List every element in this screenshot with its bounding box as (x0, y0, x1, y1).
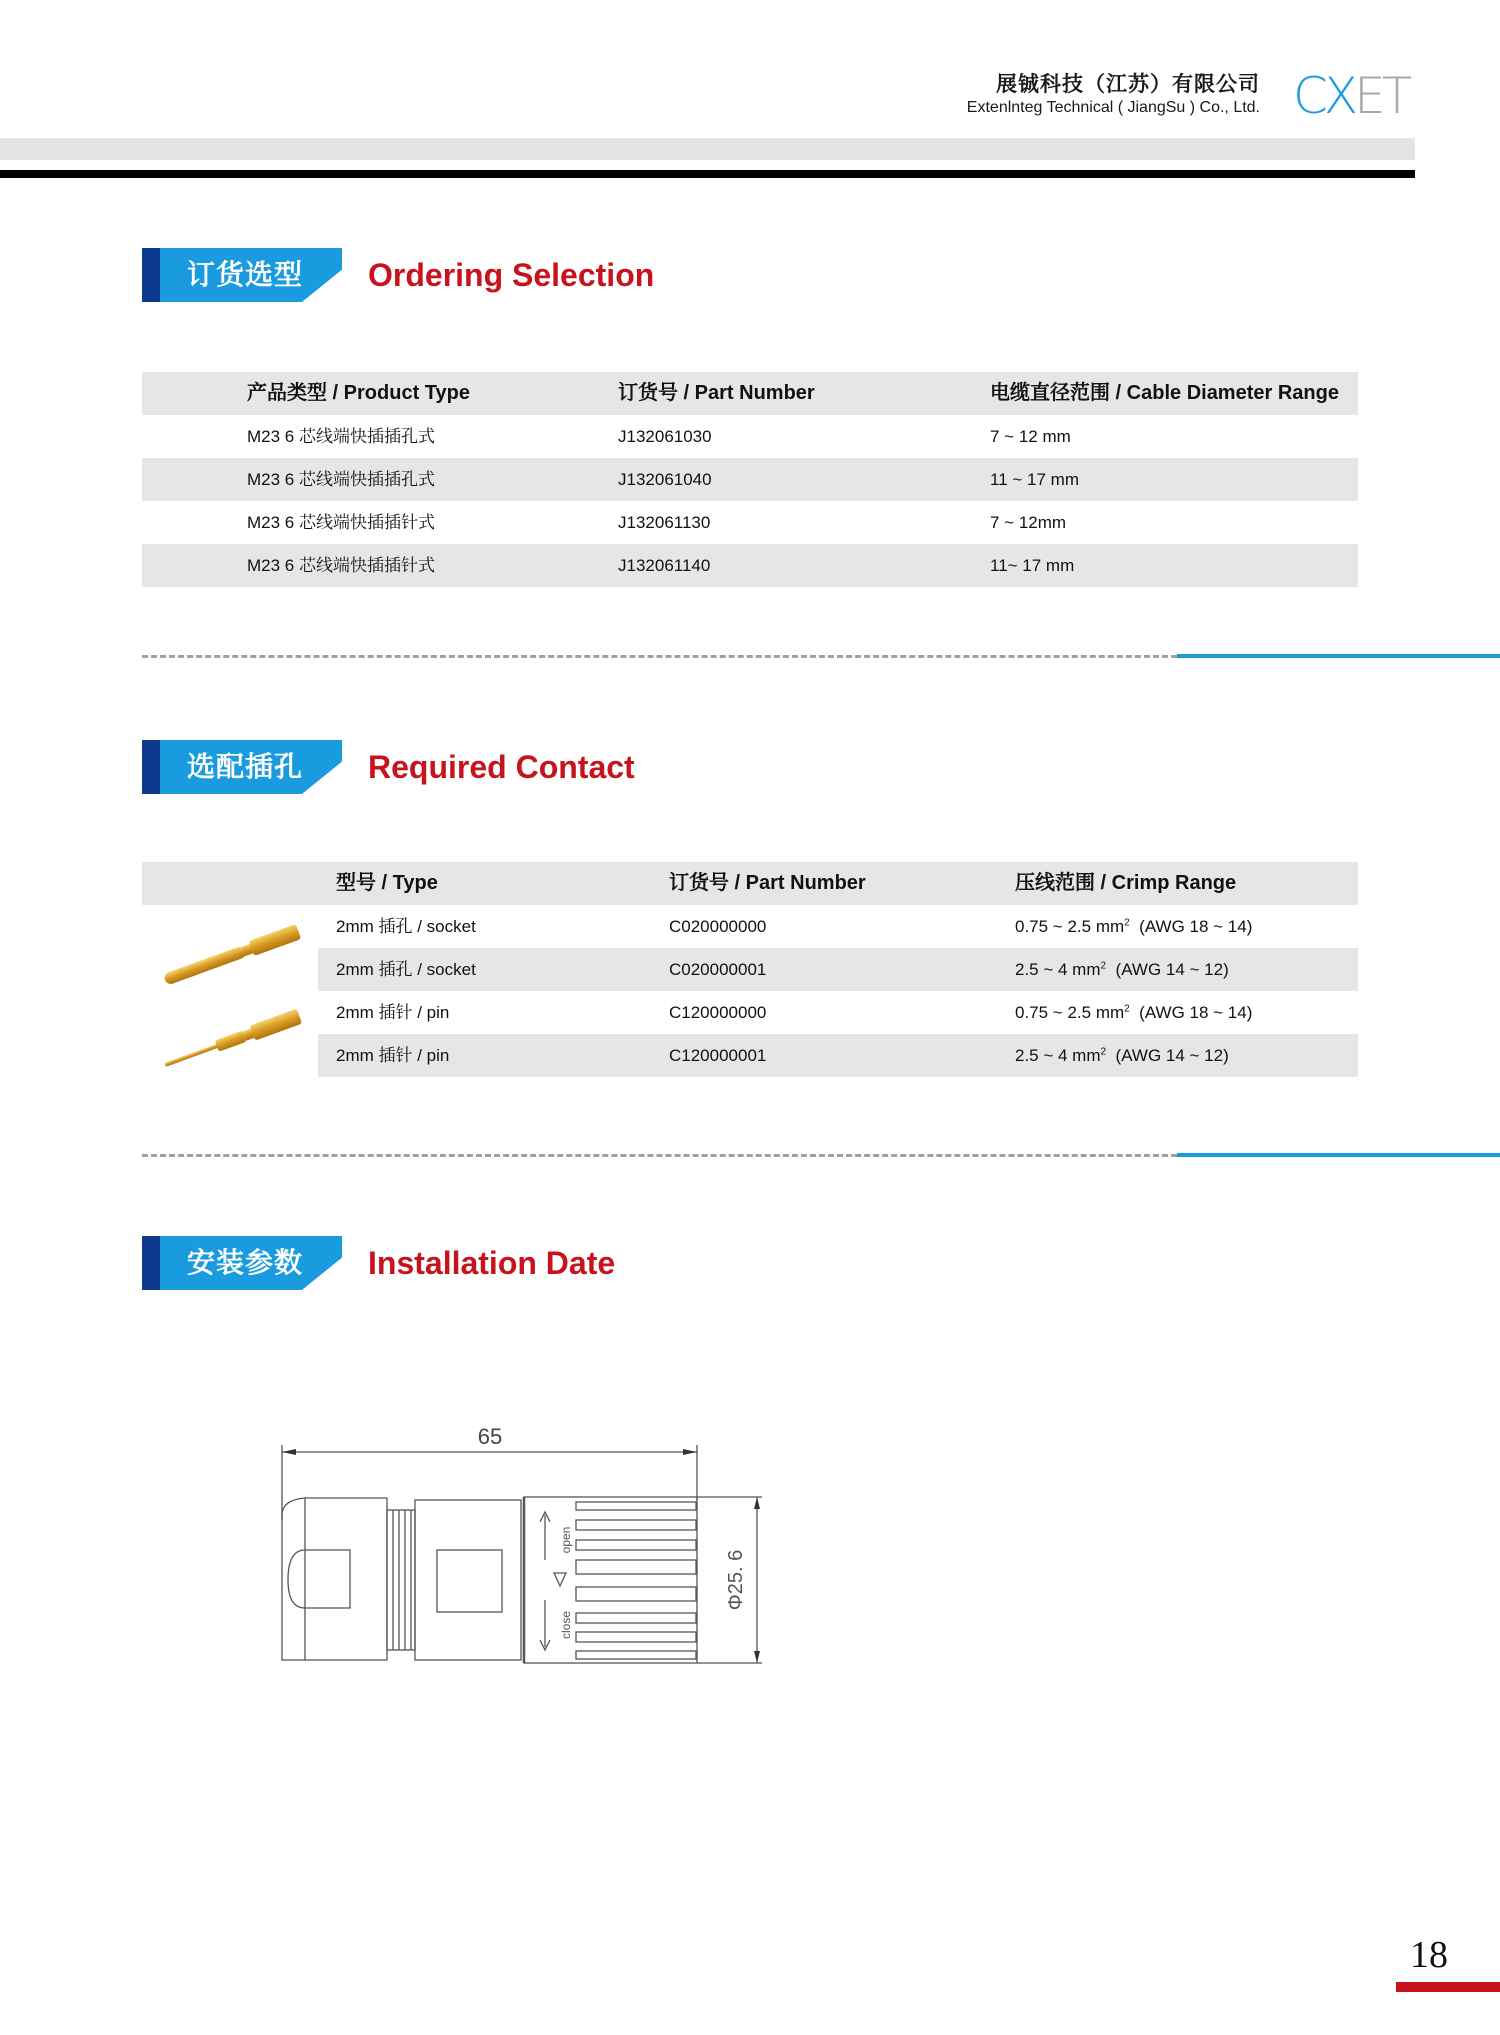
ordering-table (142, 372, 1358, 587)
part-number: C020000001 (669, 960, 767, 979)
cable-diameter: 7 ~ 12mm (990, 513, 1067, 532)
company-logo (1293, 67, 1409, 125)
product-type: M23 6 芯线端快插插针式 (247, 513, 435, 532)
header-crimp-range: 压线范围 / Crimp Range (1015, 872, 1237, 894)
table-row (318, 948, 1358, 991)
header-type: 型号 / Type (336, 872, 438, 894)
header-grey-band (0, 138, 1415, 160)
header-part-number: 订货号 / Part Number (618, 382, 815, 404)
table-header-row (142, 372, 1358, 415)
table-header-row (142, 862, 1358, 905)
section-header-contact (142, 740, 635, 794)
socket-contact-icon (162, 924, 301, 988)
page-number-bar (1396, 1982, 1500, 1992)
cable-diameter: 7 ~ 12 mm (990, 427, 1071, 446)
section-tag (142, 248, 342, 302)
crimp-range: 0.75 ~ 2.5 $mm^2$ (AWG 18 ~ 14) (1015, 917, 1253, 936)
section-header-install (142, 1236, 615, 1290)
crimp-range: 2.5 ~ 4 $mm^2$ (AWG 14 ~ 12) (1015, 1046, 1229, 1065)
header-product-type: 产品类型 / Product Type (247, 382, 470, 404)
company-name-en: Extenlnteg Technical ( JiangSu ) Co., Ltd. (966, 99, 1260, 116)
section-title-en: Installation Date (368, 1244, 616, 1281)
page-number: 18 (1410, 1934, 1448, 1976)
header-cable-diameter: 电缆直径范围 / Cable Diameter Range (990, 382, 1339, 404)
table-row (142, 544, 1358, 587)
length-label: 65 (477, 1424, 503, 1449)
company-name-block (967, 72, 1260, 118)
section-title-cn: 选配插孔 (187, 751, 304, 782)
part-number: J132061040 (618, 470, 712, 489)
part-number: C120000001 (669, 1046, 767, 1065)
section-title-cn: 安装参数 (187, 1247, 304, 1278)
part-number: C120000000 (669, 1003, 767, 1022)
back-nut (282, 1498, 387, 1660)
product-type: M23 6 芯线端快插插孔式 (247, 470, 435, 489)
crimp-range: 0.75 ~ 2.5 $mm^2$ (AWG 18 ~ 14) (1015, 1003, 1253, 1022)
product-type: M23 6 芯线端快插插孔式 (247, 427, 435, 446)
crimp-range: 2.5 ~ 4 $mm^2$ (AWG 14 ~ 12) (1015, 960, 1229, 979)
company-name-cn: 展铖科技（江苏）有限公司 (996, 73, 1260, 96)
section-title-en: Required Contact (368, 748, 635, 785)
pin-contact-icon (162, 1009, 302, 1073)
product-type: M23 6 芯线端快插插针式 (247, 556, 435, 575)
logo-text-grey: ET (1354, 67, 1409, 125)
section-title-cn: 订货选型 (187, 259, 304, 290)
logo-text-blue: CX (1293, 67, 1355, 125)
connector-dimension-drawing (270, 1410, 770, 1680)
cable-diameter: 11 ~ 17 mm (990, 470, 1079, 489)
contacts-image (155, 905, 335, 1075)
table-row (142, 458, 1358, 501)
contact-type: 2mm 插针 / pin (336, 1046, 450, 1065)
section-tag (142, 740, 342, 794)
section-divider (142, 1153, 1392, 1157)
part-number: J132061030 (618, 427, 712, 446)
part-number: C020000000 (669, 917, 767, 936)
cable-diameter: 11~ 17 mm (990, 556, 1075, 575)
part-number: J132061140 (618, 556, 711, 575)
table-row (142, 415, 1358, 458)
section-divider (142, 654, 1392, 658)
header-black-rule (0, 170, 1415, 178)
table-row (142, 501, 1358, 544)
contact-type: 2mm 插孔 / socket (336, 917, 476, 936)
part-number: J132061130 (618, 513, 711, 532)
mid-body (415, 1500, 521, 1660)
table-row (318, 1034, 1358, 1077)
section-title-en: Ordering Selection (368, 256, 655, 293)
diameter-label: Φ25. 6 (725, 1549, 747, 1611)
section-tag (142, 1236, 342, 1290)
contact-type: 2mm 插针 / pin (336, 1003, 450, 1022)
header-part-number: 订货号 / Part Number (669, 872, 866, 894)
close-label: close (559, 1610, 573, 1640)
section-header-ordering (142, 248, 654, 302)
contact-type: 2mm 插孔 / socket (336, 960, 476, 979)
open-label: open (559, 1526, 573, 1554)
